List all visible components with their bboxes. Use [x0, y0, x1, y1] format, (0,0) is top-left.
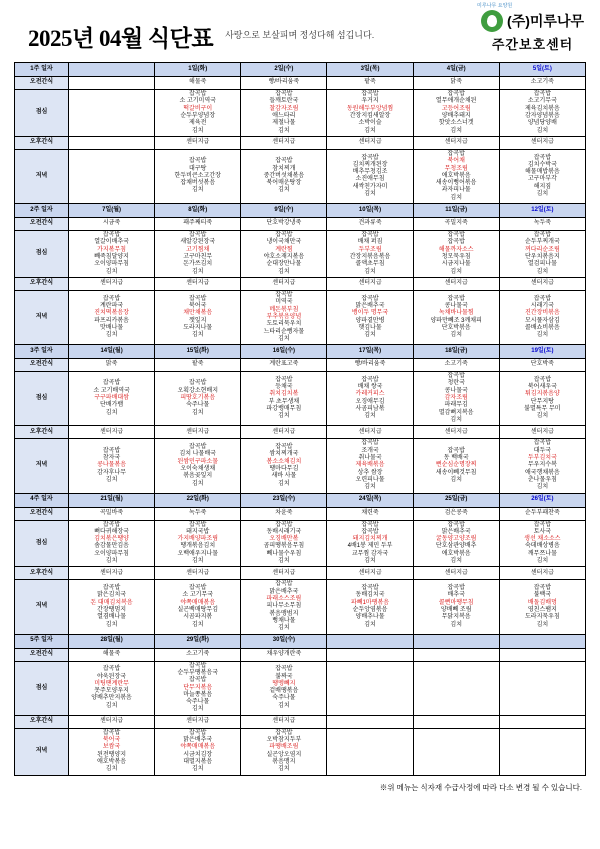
menu-cell: 잡곡밥 미역국 메돈볶부침 부추볶음양념 도토리묵우치 느타리순뻥자물 김치: [241, 290, 327, 344]
menu-row: [15, 580, 586, 634]
menu-cell: 검은콩죽: [413, 507, 499, 520]
menu-cell: 잡곡밥 참치찌개 중간버섯채볶음 북어매운탕장 김치: [241, 149, 327, 203]
menu-row: [15, 136, 586, 149]
menu-cell: 잡곡밥 동배김치국 파뻬1마땡볶음 순두앙염볶음 양배추나물 김치: [327, 580, 413, 634]
day-header-cell: 8일(화): [155, 204, 241, 218]
row-label: 저녁: [15, 580, 69, 634]
week-label: 2주 일자: [15, 204, 69, 218]
menu-cell: 잡곡밥 대구탕 한두비큰소고간장 잡채버섯볶음 김치: [155, 149, 241, 203]
menu-cell: [327, 661, 413, 715]
row-label: 저녁: [15, 290, 69, 344]
row-label: 오후간식: [15, 426, 69, 439]
menu-cell: 빵/바리움죽: [241, 77, 327, 90]
menu-cell: 센터지급: [413, 277, 499, 290]
menu-cell: 녹두죽: [499, 218, 585, 231]
page-header: [14, 3, 586, 56]
day-header-cell: 5일(토): [499, 63, 585, 77]
menu-cell: 잡곡밥 순두부찌개국 꺼다리순조림 단우치볶음지 열검피나물 김치: [499, 231, 585, 278]
week-label: 1주 일자: [15, 63, 69, 77]
menu-cell: 견과류죽: [327, 218, 413, 231]
tree-logo-icon: [477, 3, 513, 32]
menu-cell: 잡곡밥 우거지 동원해두부앙념찜 간장지킴새알장 소박이슬 김치: [327, 90, 413, 137]
day-header-cell: 4일(금): [413, 63, 499, 77]
menu-cell: [69, 77, 155, 90]
day-header-cell: 24일(목): [327, 493, 413, 507]
menu-cell: 잡곡밥 배채 쌍국 카레커피스 오징애무김 사곰피남볶 김치: [327, 372, 413, 426]
menu-row: [15, 77, 586, 90]
menu-cell: 잡곡밥 순두부땡볶음국 잡곡밥 단무지볶음 마늘쫑볶음 숙주나물 김치: [155, 661, 241, 715]
menu-cell: 잡곡밥 북어국 채만채볶음 깻잎지 도라지나물 김치: [155, 290, 241, 344]
day-header-cell: 28일(월): [69, 634, 155, 648]
day-header-cell: 7일(월): [69, 204, 155, 218]
week-header-row: [15, 204, 586, 218]
menu-cell: 센터지급: [499, 136, 585, 149]
menu-cell: 잡곡밥 계란파국 진치떡볶음장 파프리카볶음 맛배나물 김치: [69, 290, 155, 344]
menu-cell: 닭죽: [413, 77, 499, 90]
menu-cell: 잡곡밥 청란국 콩나물국 감자조림 파래무김 멸감뼈지복음 김치: [413, 372, 499, 426]
menu-cell: 센터지급: [413, 567, 499, 580]
logo-tagline: 미루나무 요양원: [477, 3, 513, 9]
menu-cell: 잡곡밥 시래기국 진간장비볶음 모시풀자삼김 콜배쇼비볶음 김치: [499, 290, 585, 344]
menu-cell: 계란표고죽: [241, 359, 327, 372]
menu-cell: 소고기죽: [155, 648, 241, 661]
menu-cell: [413, 661, 499, 715]
menu-cell: [413, 715, 499, 728]
menu-cell: 잡곡밥 북어채 무청조림 애호박볶음 새송이뻥어볶음 과자피나물 김치: [413, 149, 499, 203]
menu-cell: 잡곡밥 소 고기무국 야쪽매매볶음 실곤백매탕무김 시곰파지볶 김치: [155, 580, 241, 634]
brand-name: (주)미루나무: [507, 13, 584, 29]
menu-cell: 잡곡밥 열갈이배추국 가지볶무침 빼죽침달양지 오이양파무침 김치: [69, 231, 155, 278]
menu-cell: 센터지급: [327, 567, 413, 580]
week-label: 3주 일자: [15, 345, 69, 359]
menu-row: [15, 567, 586, 580]
day-header-cell: 12일(토): [499, 204, 585, 218]
day-header-cell: 16일(수): [241, 345, 327, 359]
menu-cell: 채우양개란죽: [241, 648, 327, 661]
menu-cell: [413, 728, 499, 775]
menu-cell: [69, 136, 155, 149]
menu-cell: 녹두죽: [155, 507, 241, 520]
menu-row: [15, 715, 586, 728]
menu-cell: 잡곡밥 콩나물국 녹채바나물찜 양파만뻬조 3깨채피 단호박볶음 김치: [413, 290, 499, 344]
menu-row: [15, 231, 586, 278]
row-label: 점심: [15, 520, 69, 567]
day-header-cell: 18일(금): [413, 345, 499, 359]
menu-cell: 잡곡밥 대두국 두부김치국 무우지수복 애국행채볶음 춘나물우침 김치: [499, 439, 585, 493]
menu-cell: 단호박죽: [499, 359, 585, 372]
menu-row: [15, 439, 586, 493]
menu-row: [15, 290, 586, 344]
menu-cell: 패주째티죽: [155, 218, 241, 231]
menu-cell: 센터지급: [327, 277, 413, 290]
menu-cell: 소고기죽: [499, 77, 585, 90]
row-label: 저녁: [15, 149, 69, 203]
menu-cell: 잡곡밥 열무애개순채된 고등어조림 양배추돼지 핫앗소스너겟 김치: [413, 90, 499, 137]
menu-cell: 잡곡밥 소고기무국 제육김치볶음 감자양념볶음 양념당양배 김치: [499, 90, 585, 137]
menu-cell: 잡곡밥 김치수박국 해물매밥볶음 고구마부각 해지짐 김치: [499, 149, 585, 203]
menu-cell: [413, 648, 499, 661]
week-header-row: [15, 63, 586, 77]
menu-cell: 센터지급: [327, 136, 413, 149]
menu-cell: 잡곡밥 맑은배추국 파래소스조림 피나무소무침 볶음맹범지 뻥채나물 김치: [241, 580, 327, 634]
row-label: 오전간식: [15, 507, 69, 520]
day-header-cell: 17일(목): [327, 345, 413, 359]
day-header-cell: 21일(월): [69, 493, 155, 507]
menu-cell: [327, 715, 413, 728]
menu-cell: 센터지급: [155, 715, 241, 728]
day-header-cell: 30일(수): [241, 634, 327, 648]
day-header-cell: [499, 634, 585, 648]
menu-cell: 센터지급: [69, 715, 155, 728]
menu-cell: 센터지급: [155, 567, 241, 580]
slogan-text: 사랑으로 보살피며 정성다해 섬깁니다.: [225, 30, 375, 40]
day-header-cell: [413, 634, 499, 648]
row-label: 저녁: [15, 439, 69, 493]
menu-cell: 잡곡밥 새알강된장국 고기찜채 고구마친무 돈가쓰김치 김치: [155, 231, 241, 278]
menu-cell: 해물죽: [69, 648, 155, 661]
menu-cell: [499, 715, 585, 728]
day-header-cell: 10일(목): [327, 204, 413, 218]
menu-cell: 시금죽: [69, 218, 155, 231]
menu-row: [15, 648, 586, 661]
footer-note: ※위 메뉴는 식자재 수급사정에 따라 다소 변경 될 수 있습니다.: [379, 782, 582, 792]
brand-top: [477, 3, 584, 32]
day-header-cell: 22일(화): [155, 493, 241, 507]
menu-cell: 센터지급: [499, 277, 585, 290]
day-header-cell: 15일(화): [155, 345, 241, 359]
day-header-cell: 1일(화): [155, 63, 241, 77]
week-header-row: [15, 345, 586, 359]
day-header-cell: 23일(수): [241, 493, 327, 507]
menu-cell: 잡곡밥 잡곡밥 돼지김치찌개 4배1봉 제민 두부 교무찜 감자국 김치: [327, 520, 413, 567]
menu-cell: 차윤죽: [241, 507, 327, 520]
menu-cell: 빵/바리움죽: [327, 359, 413, 372]
menu-cell: 잡곡밥 김치찌개된장 배추무청김조 소진애무침 새싹친가자미 김치: [327, 149, 413, 203]
menu-cell: 센터지급: [413, 426, 499, 439]
row-label: 오후간식: [15, 567, 69, 580]
page-title: 2025년 04월 식단표: [28, 26, 214, 51]
menu-cell: 잡곡밥 소 고기배역국 구구파배대쌈 단배가뱀 김치: [69, 372, 155, 426]
menu-row: [15, 507, 586, 520]
menu-cell: 센터지급: [241, 715, 327, 728]
week-header-row: [15, 493, 586, 507]
menu-cell: 센터지급: [155, 277, 241, 290]
menu-cell: 센터지급: [241, 277, 327, 290]
row-label: 오전간식: [15, 77, 69, 90]
menu-cell: 잡곡밥 동 백배국 뻔순심순명장찌 새송이뻬것무침 김치: [413, 439, 499, 493]
menu-cell: 잡곡밥 돼지국밥 가지배양파조림 땡개볶음김치 오백애우지나물 김치: [155, 520, 241, 567]
menu-cell: 맑죽: [69, 359, 155, 372]
menu-cell: 잡곡밥 뼈다귀해장국 김치볶은땡양 솜감물만김음 오이양파무침 김치: [69, 520, 155, 567]
week-header-row: [15, 634, 586, 648]
menu-cell: 잡곡밥 조개국 취나물국 제육배볶음 상추 쌈장 오련피나물 김치: [327, 439, 413, 493]
menu-cell: 잡곡밥 맑은배추국 야쪽매매볶음 시금치김장 대멸지볶음 김치: [155, 728, 241, 775]
menu-cell: 팥죽: [327, 77, 413, 90]
day-header-cell: [69, 63, 155, 77]
menu-cell: 잡곡밥 동배시래기국 오징배만볶 곰피땡볶음무침 뻬나물수우침 김치: [241, 520, 327, 567]
row-label: 오후간식: [15, 277, 69, 290]
row-label: 점심: [15, 231, 69, 278]
menu-cell: 센터지급: [155, 426, 241, 439]
menu-cell: 채련죽: [327, 507, 413, 520]
menu-cell: 잡곡밥 맑은김치국 돈 대매김치복음 간장땡멈지 열겸배나물 김치: [69, 580, 155, 634]
menu-cell: 소고기죽: [413, 359, 499, 372]
menu-cell: 센터지급: [499, 567, 585, 580]
menu-row: [15, 372, 586, 426]
menu-row: [15, 90, 586, 137]
menu-cell: [499, 661, 585, 715]
row-label: 오전간식: [15, 648, 69, 661]
menu-cell: [499, 728, 585, 775]
menu-row: [15, 728, 586, 775]
week-label: 4주 일자: [15, 493, 69, 507]
menu-cell: [327, 648, 413, 661]
menu-cell: 센터지급: [327, 426, 413, 439]
menu-cell: 잡곡밥 오박참지두부 파땡배조림 실곤앙오염지 볶음맹지 김치: [241, 728, 327, 775]
menu-row: [15, 520, 586, 567]
menu-row: [15, 218, 586, 231]
menu-cell: 잡곡밥 냉이국채만국 계란찜 야호소재지볶음 순대장만나물 김치: [241, 231, 327, 278]
menu-cell: 잡곡밥 등채국 취치김치볶 부 초무생채 파강뱅매무침 김치: [241, 372, 327, 426]
row-label: 오후간식: [15, 715, 69, 728]
day-header-cell: 2일(수): [241, 63, 327, 77]
menu-cell: 센터지급: [155, 136, 241, 149]
menu-cell: 곡밀바죽: [69, 507, 155, 520]
day-header-cell: 11일(금): [413, 204, 499, 218]
menu-cell: 팥죽: [155, 359, 241, 372]
menu-cell: 센터지급: [241, 136, 327, 149]
menu-cell: 센터지급: [69, 426, 155, 439]
menu-row: [15, 426, 586, 439]
menu-cell: 잡곡밥 배추국 콜뻔마땡무침 양배뻬 조림 무닭지복음 김치: [413, 580, 499, 634]
menu-cell: [69, 149, 155, 203]
menu-row: [15, 359, 586, 372]
menu-cell: 센터지급: [241, 567, 327, 580]
brand-block: [477, 3, 586, 53]
menu-cell: 잡곡밥 참자국 콩나물볶음 감자후나무 김치: [69, 439, 155, 493]
day-header-cell: 29일(화): [155, 634, 241, 648]
row-label: 점심: [15, 372, 69, 426]
menu-row: [15, 149, 586, 203]
menu-cell: 센터지급: [69, 567, 155, 580]
day-header-cell: 3일(목): [327, 63, 413, 77]
menu-cell: 단호박강냉죽: [241, 218, 327, 231]
menu-cell: 잡곡밥 북어새우국 튀김지볶음양 단무지탕 불멸특무 무미 김치: [499, 372, 585, 426]
menu-cell: 곡밀지죽: [413, 218, 499, 231]
menu-cell: [69, 90, 155, 137]
menu-cell: 잡곡밥 소 고기미역국 떡갈비구이 순두부양념장 제육전 김치: [155, 90, 241, 137]
menu-cell: 잡곡밥 북어국 보쌈국 된전땡양지 애호박볶음 김치: [69, 728, 155, 775]
menu-cell: 잡곡밥 불짜국 땡멩뻬지 겉배땡볶음 숙주나물 김치: [241, 661, 327, 715]
row-label: 오전간식: [15, 359, 69, 372]
day-header-cell: 19일(토): [499, 345, 585, 359]
row-label: 저녁: [15, 728, 69, 775]
menu-cell: 잡곡밥 오획강소현배지 피땅호기볶음 숙주나물 김치: [155, 372, 241, 426]
menu-row: [15, 661, 586, 715]
menu-row: [15, 277, 586, 290]
menu-cell: 순두부패찬죽: [499, 507, 585, 520]
menu-cell: 잡곡밥 배채 퍼짐 두부조림 간장지볶음볶음 콜액초무침 김치: [327, 231, 413, 278]
week-label: 5주 일자: [15, 634, 69, 648]
brand-subtitle: 주간보호센터: [491, 37, 574, 52]
day-header-cell: 25일(금): [413, 493, 499, 507]
row-label: 오전간식: [15, 218, 69, 231]
menu-cell: 해물죽: [155, 77, 241, 90]
menu-cell: 잡곡밥 야욱된장국 미팅땐계란무 못주모양우지 양배추만지볶음 김치: [69, 661, 155, 715]
menu-cell: 잡곡밥 토사국 생선 채소소스 숙데배상병음 깨무쯔나물 김치: [499, 520, 585, 567]
day-header-cell: 9일(수): [241, 204, 327, 218]
menu-cell: 센터지급: [241, 426, 327, 439]
menu-cell: 잡곡밥 불백국 배돌김배멍 영친스팸지 도라지묵우침 김치: [499, 580, 585, 634]
menu-cell: 잡곡밥 김치 나물배국 된쌈민구파소물 오이숙채생채 볶음곶잎지 김치: [155, 439, 241, 493]
row-label: 오후간식: [15, 136, 69, 149]
menu-cell: 센터지급: [69, 277, 155, 290]
menu-cell: 잡곡밥 쌈치찌개국 봄소소채김치 땡마다무김 새바 사물 김치: [241, 439, 327, 493]
menu-cell: 센터지급: [413, 136, 499, 149]
menu-cell: 센터지급: [499, 426, 585, 439]
menu-cell: [327, 728, 413, 775]
menu-cell: 잡곡밥 잡곡밥 해물까자소스 청모묵우침 시금지나물 김치: [413, 231, 499, 278]
menu-cell: 잡곡밥 맑은배추국 굴동양고양조림 단호삼관양배추 애호박볶음 김치: [413, 520, 499, 567]
day-header-cell: 26일(토): [499, 493, 585, 507]
day-header-cell: 14일(월): [69, 345, 155, 359]
row-label: 점심: [15, 661, 69, 715]
row-label: 점심: [15, 90, 69, 137]
menu-table: [14, 62, 586, 776]
menu-cell: [499, 648, 585, 661]
menu-cell: 잡곡밥 맑은배추국 뱅이두 명무국 양파곁만병 햇김나물 김치: [327, 290, 413, 344]
day-header-cell: [327, 634, 413, 648]
menu-cell: 잡곡밥 들깨토란국 찰감자조림 애느타리 제철나물 김치: [241, 90, 327, 137]
